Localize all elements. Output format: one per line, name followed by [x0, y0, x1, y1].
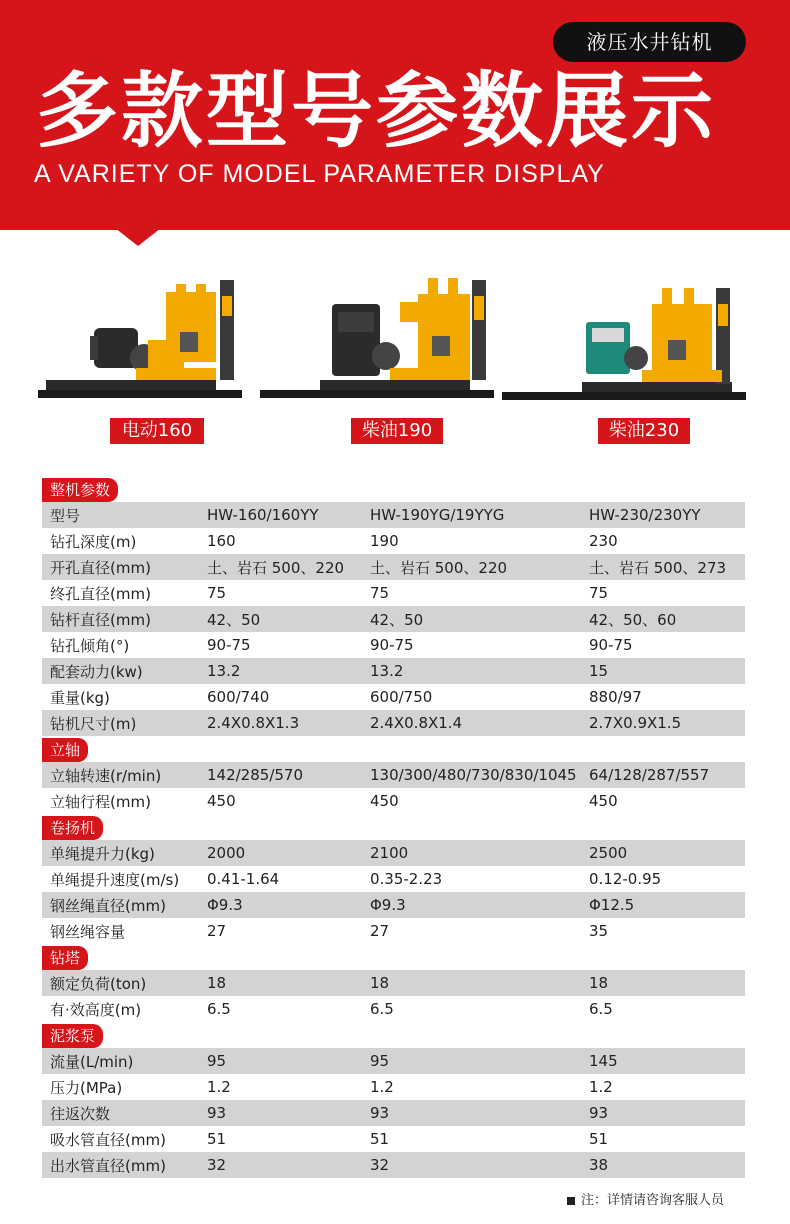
param-value-cell: Φ9.3 [370, 896, 406, 914]
param-name-cell: 额定负荷(ton) [50, 974, 147, 993]
table-row [42, 502, 745, 528]
param-name-cell: 重量(kg) [50, 688, 110, 707]
param-value-cell: 90-75 [589, 636, 633, 654]
param-value-cell: 15 [589, 662, 609, 680]
param-value-cell: 6.5 [589, 1000, 613, 1018]
table-row [42, 580, 745, 606]
param-value-cell: 450 [370, 792, 399, 810]
param-value-cell: 142/285/570 [207, 766, 303, 784]
param-value-cell: 64/128/287/557 [589, 766, 710, 784]
param-value-cell: 93 [589, 1104, 609, 1122]
section-title: 泥浆泵 [42, 1024, 103, 1048]
param-value-cell: 75 [589, 584, 609, 602]
param-value-cell: 13.2 [207, 662, 241, 680]
param-value-cell: 90-75 [207, 636, 251, 654]
page-title: 多款型号参数展示 [36, 64, 717, 159]
param-value-cell: 0.35-2.23 [370, 870, 443, 888]
product-badge: 液压水井钻机 [553, 22, 746, 62]
section-header [42, 1024, 745, 1048]
param-name-cell: 立轴行程(mm) [50, 792, 151, 811]
param-value-cell: 2100 [370, 844, 409, 862]
machine-diesel-190-image [260, 272, 496, 408]
param-value-cell: 0.12-0.95 [589, 870, 662, 888]
param-name-cell: 钢丝绳直径(mm) [50, 896, 166, 915]
header-banner [0, 0, 790, 230]
param-value-cell: Φ12.5 [589, 896, 635, 914]
param-value-cell: 190 [370, 532, 399, 550]
param-name-cell: 型号 [50, 506, 81, 525]
section-header [42, 478, 745, 502]
param-value-cell: 42、50 [370, 610, 424, 629]
machine-diesel-230-image [502, 284, 748, 404]
footnote-text: 注：详情请咨询客服人员 [581, 1193, 725, 1208]
param-value-cell: 27 [207, 922, 227, 940]
param-value-cell: 93 [370, 1104, 390, 1122]
param-value-cell: 450 [207, 792, 236, 810]
spec-table [42, 476, 745, 1178]
param-value-cell: 18 [589, 974, 609, 992]
param-value-cell: 75 [370, 584, 390, 602]
param-value-cell: 95 [370, 1052, 390, 1070]
param-name-cell: 立轴转速(r/min) [50, 766, 162, 785]
section-title: 卷扬机 [42, 816, 103, 840]
table-row [42, 554, 745, 580]
param-name-cell: 压力(MPa) [50, 1078, 123, 1097]
param-value-cell: HW-190YG/19YYG [370, 506, 505, 524]
param-value-cell: 90-75 [370, 636, 414, 654]
table-row [42, 1048, 745, 1074]
param-name-cell: 钻孔深度(m) [50, 532, 137, 551]
table-row [42, 1126, 745, 1152]
param-value-cell: 42、50、60 [589, 610, 677, 629]
param-value-cell: 6.5 [370, 1000, 394, 1018]
table-row [42, 1100, 745, 1126]
model-label-diesel-230: 柴油230 [598, 418, 690, 444]
param-value-cell: 51 [370, 1130, 390, 1148]
table-row [42, 606, 745, 632]
param-value-cell: 880/97 [589, 688, 642, 706]
param-name-cell: 出水管直径(mm) [50, 1156, 166, 1175]
model-label-electric-160: 电动160 [110, 418, 204, 444]
param-value-cell: 18 [370, 974, 390, 992]
param-value-cell: 160 [207, 532, 236, 550]
table-row [42, 840, 745, 866]
param-value-cell: 32 [370, 1156, 390, 1174]
param-name-cell: 钻机尺寸(m) [50, 714, 137, 733]
table-row [42, 528, 745, 554]
param-value-cell: 2.7X0.9X1.5 [589, 714, 682, 732]
param-name-cell: 有·效高度(m) [50, 1000, 142, 1019]
table-row [42, 996, 745, 1022]
param-name-cell: 单绳提升速度(m/s) [50, 870, 180, 889]
param-value-cell: 27 [370, 922, 390, 940]
param-name-cell: 开孔直径(mm) [50, 558, 151, 577]
param-value-cell: 35 [589, 922, 609, 940]
machine-electric-160-image [36, 278, 246, 408]
table-row [42, 918, 745, 944]
section-title: 整机参数 [42, 478, 118, 502]
param-value-cell: 土、岩石 500、273 [589, 558, 727, 577]
param-value-cell: 土、岩石 500、220 [370, 558, 508, 577]
page-subtitle: A VARIETY OF MODEL PARAMETER DISPLAY [34, 160, 605, 188]
table-row [42, 684, 745, 710]
param-value-cell: Φ9.3 [207, 896, 243, 914]
param-value-cell: 42、50 [207, 610, 261, 629]
table-row [42, 658, 745, 684]
param-value-cell: 600/750 [370, 688, 433, 706]
table-row [42, 632, 745, 658]
bullet-square-icon [567, 1197, 575, 1205]
section-title: 钻塔 [42, 946, 88, 970]
param-name-cell: 吸水管直径(mm) [50, 1130, 166, 1149]
table-row [42, 1074, 745, 1100]
table-row [42, 892, 745, 918]
param-value-cell: 2.4X0.8X1.4 [370, 714, 463, 732]
table-row [42, 1152, 745, 1178]
table-row [42, 866, 745, 892]
param-value-cell: 75 [207, 584, 227, 602]
param-value-cell: 130/300/480/730/830/1045 [370, 766, 577, 784]
param-value-cell: HW-160/160YY [207, 506, 319, 524]
param-name-cell: 配套动力(kw) [50, 662, 143, 681]
param-value-cell: 600/740 [207, 688, 270, 706]
header-notch [115, 228, 161, 246]
param-value-cell: HW-230/230YY [589, 506, 701, 524]
param-value-cell: 2.4X0.8X1.3 [207, 714, 300, 732]
param-value-cell: 土、岩石 500、220 [207, 558, 345, 577]
table-row [42, 710, 745, 736]
param-value-cell: 51 [207, 1130, 227, 1148]
param-value-cell: 1.2 [370, 1078, 394, 1096]
param-value-cell: 0.41-1.64 [207, 870, 280, 888]
param-value-cell: 145 [589, 1052, 618, 1070]
param-value-cell: 1.2 [207, 1078, 231, 1096]
param-value-cell: 95 [207, 1052, 227, 1070]
section-header [42, 816, 745, 840]
param-value-cell: 2000 [207, 844, 246, 862]
param-name-cell: 单绳提升力(kg) [50, 844, 155, 863]
table-row [42, 970, 745, 996]
model-label-diesel-190: 柴油190 [351, 418, 443, 444]
param-name-cell: 流量(L/min) [50, 1052, 134, 1071]
param-value-cell: 6.5 [207, 1000, 231, 1018]
section-header [42, 946, 745, 970]
section-header [42, 738, 745, 762]
section-title: 立轴 [42, 738, 88, 762]
table-row [42, 762, 745, 788]
table-row [42, 788, 745, 814]
param-value-cell: 93 [207, 1104, 227, 1122]
param-name-cell: 钢丝绳容量 [50, 922, 126, 941]
param-value-cell: 38 [589, 1156, 609, 1174]
param-name-cell: 终孔直径(mm) [50, 584, 151, 603]
param-value-cell: 51 [589, 1130, 609, 1148]
param-name-cell: 钻孔倾角(°) [50, 636, 130, 655]
footnote [567, 1189, 724, 1208]
param-name-cell: 往返次数 [50, 1104, 111, 1123]
param-value-cell: 13.2 [370, 662, 404, 680]
param-value-cell: 18 [207, 974, 227, 992]
param-value-cell: 32 [207, 1156, 227, 1174]
param-value-cell: 2500 [589, 844, 628, 862]
param-value-cell: 450 [589, 792, 618, 810]
param-value-cell: 230 [589, 532, 618, 550]
param-name-cell: 钻杆直径(mm) [50, 610, 151, 629]
param-value-cell: 1.2 [589, 1078, 613, 1096]
